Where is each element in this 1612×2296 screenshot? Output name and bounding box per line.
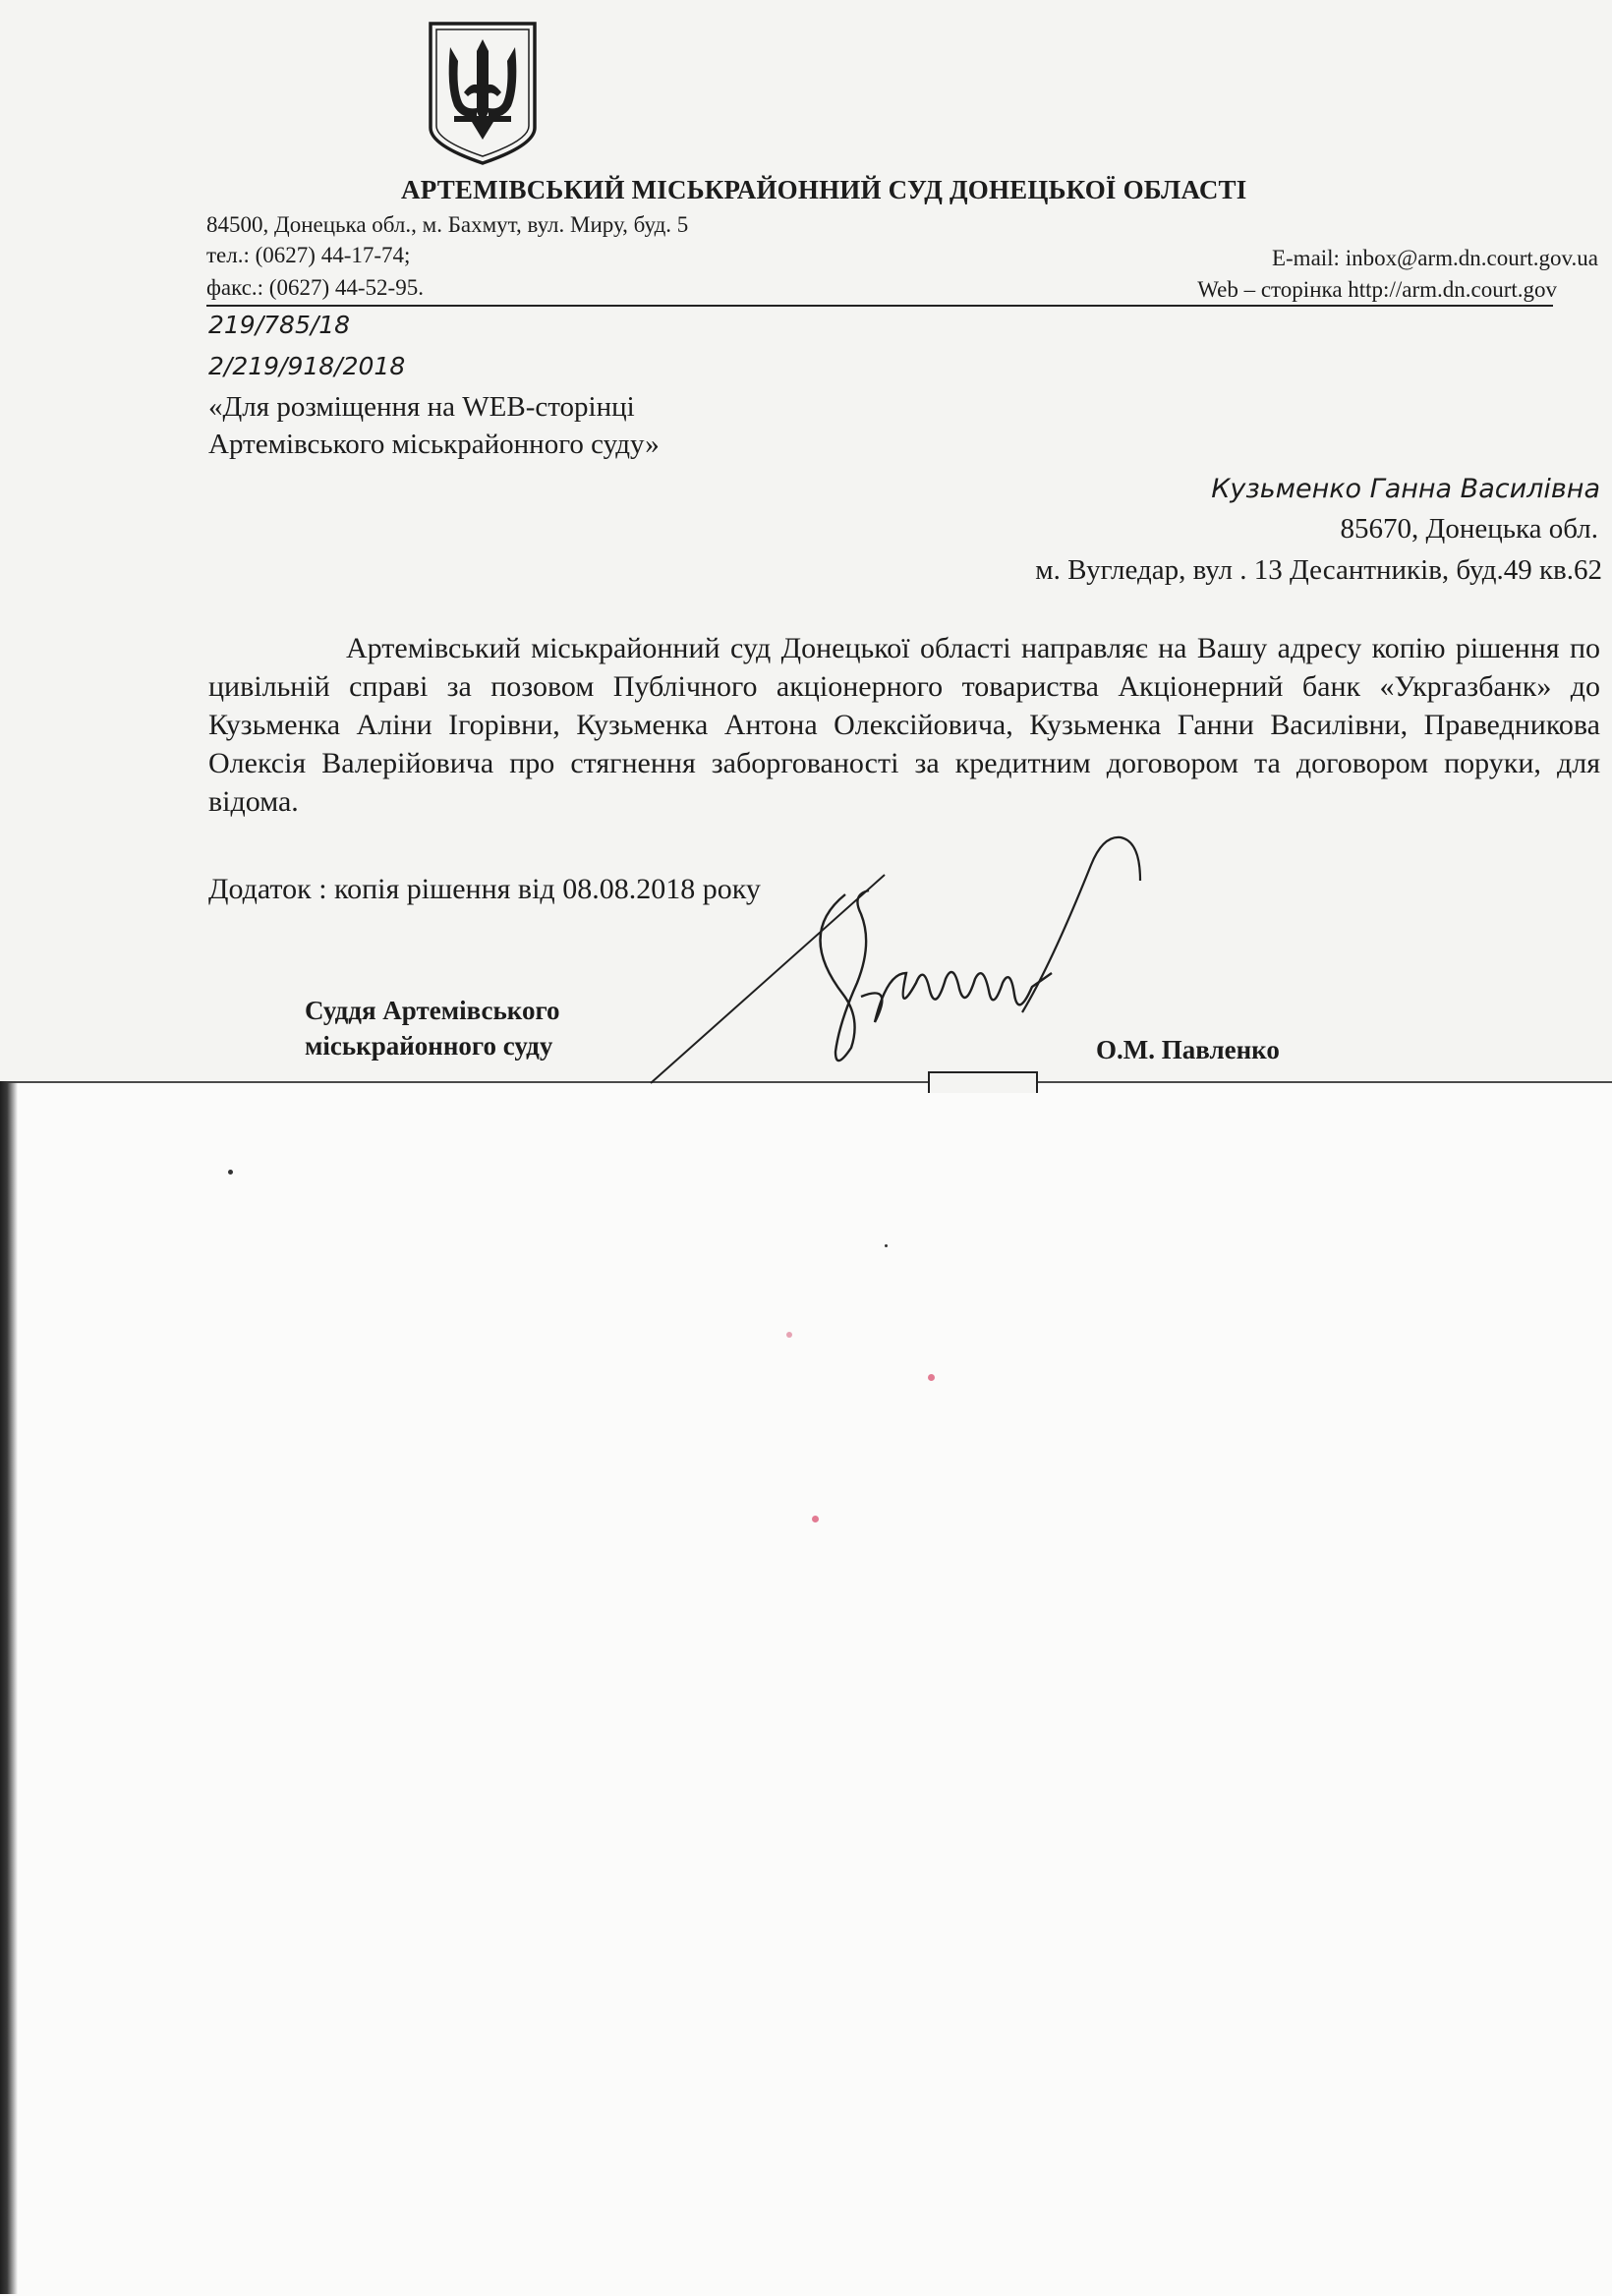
scan-edge-shadow [0,1081,18,2294]
court-name: АРТЕМІВСЬКИЙ МІСЬКРАЙОННИЙ СУД ДОНЕЦЬКОЇ ОБЛАСТІ [401,175,1247,204]
court-phone: тел.: (0627) 44-17-74; [206,243,411,267]
recipient-region: 85670, Донецька обл. [1340,513,1598,545]
scan-speck [812,1516,819,1522]
trident-icon [425,18,541,167]
court-email: E-mail: inbox@arm.dn.court.gov.ua [1271,246,1598,270]
scan-speck [885,1244,888,1247]
publication-note-line1: «Для розміщення на WEB-сторінці [208,391,635,423]
stamp-fragment [928,1071,1038,1093]
scan-speck [228,1170,233,1175]
letter-body: Артемівський міськрайонний суд Донецької області направляє на Вашу адресу копію рішення по цивільній справі за позовом Публічного акціонерного товариства Акціонерний банк «Укргазбанк» до Кузьменка Аліни Ігорівни, Кузьменка Антона Олексійовича, Кузьменка Ганни Василівни, Праведникова Олексія Валерійовича про стягнення заборгованості за кредитним договором та договором поруки, для відома. [208,632,1600,818]
proceeding-number: 2/219/918/2018 [208,352,406,380]
court-fax: факс.: (0627) 44-52-95. [206,275,424,300]
attachment-note: Додаток : копія рішення від 08.08.2018 року [208,873,761,905]
case-number: 219/785/18 [208,311,351,339]
judge-title-line1: Суддя Артемівського [305,996,560,1025]
scan-speck [928,1374,935,1381]
blank-sheet-area [0,1081,1612,2296]
recipient-address: м. Вугледар, вул . 13 Десантників, буд.49 кв.62 [1035,554,1602,586]
judge-title-line2: міськрайонного суду [305,1031,553,1061]
court-website: Web – сторінка http://arm.dn.court.gov [1197,277,1557,302]
publication-note-line2: Артемівського міськрайонного суду» [208,429,660,460]
header-divider [206,305,1553,307]
judge-title [305,993,560,1063]
judge-name: О.М. Павленко [1096,1035,1280,1064]
court-address: 84500, Донецька обл., м. Бахмут, вул. Миру, буд. 5 [206,212,689,237]
scan-speck [786,1332,792,1338]
recipient-name: Кузьменко Ганна Василівна [1211,474,1600,504]
